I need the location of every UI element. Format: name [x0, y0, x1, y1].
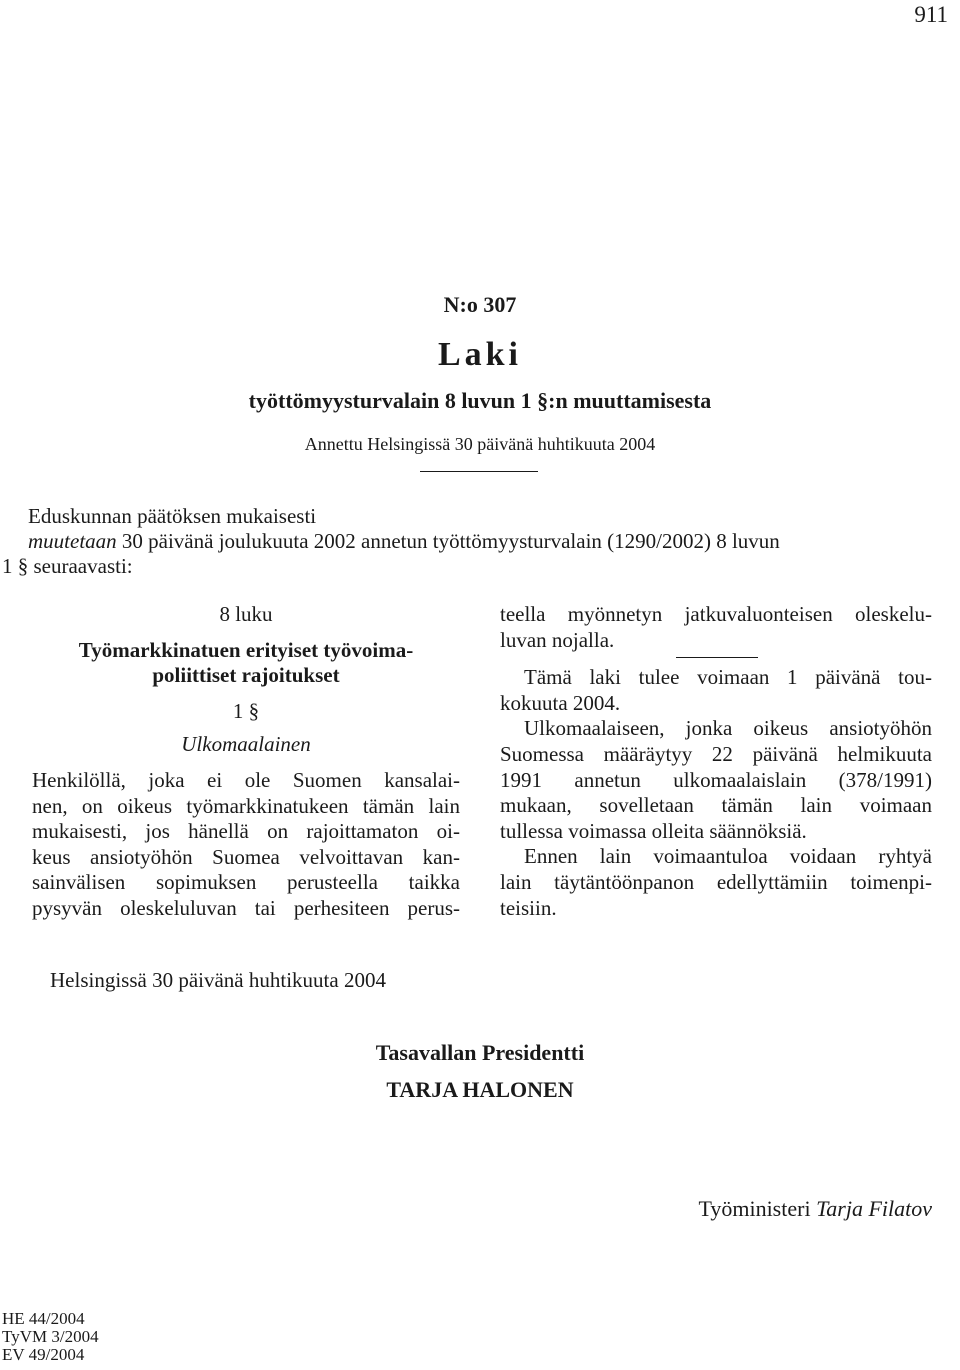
president-title: Tasavallan Presidentti — [375, 1040, 585, 1065]
given-date: Annettu Helsingissä 30 päivänä huhtikuuta 2004 — [304, 434, 656, 454]
minister-title: Työministeri — [698, 1196, 811, 1221]
right-column — [500, 602, 932, 921]
entry-into-force-line: kokuuta 2004. — [500, 690, 621, 715]
chapter-heading: 8 luku — [219, 602, 273, 626]
section-heading: 1 § — [232, 698, 260, 723]
body-line: keus ansiotyöhön Suomea velvoittavan kan- — [32, 844, 460, 869]
preamble-line-2-rest: 30 päivänä joulukuuta 2002 annetun työttömyysturvalain (1290/2002) 8 luvun — [116, 529, 780, 553]
section-title: Ulkomaalainen — [181, 732, 311, 757]
implementation-line: teisiin. — [500, 895, 557, 920]
statute-subject: työttömyysturvalain 8 luvun 1 §:n muuttamisesta — [248, 388, 712, 413]
president-name: TARJA HALONEN — [386, 1077, 574, 1102]
header-divider — [420, 471, 538, 472]
body-line: nen, on oikeus työmarkkinatukeen tämän lain — [32, 793, 460, 818]
reference-item: EV 49/2004 — [2, 1345, 85, 1364]
transitional-line: tullessa voimassa olleita säännöksiä. — [500, 818, 807, 843]
continuation-line: luvan nojalla. — [500, 627, 615, 652]
body-line: mukaisesti, jos hänellä on rajoittamaton oi- — [32, 819, 460, 844]
transitional-line: mukaan, sovelletaan tämän lain voimaan — [500, 793, 932, 818]
body-line: Henkilöllä, joka ei ole Suomen kansalai- — [32, 767, 460, 792]
chapter-title-line-1: Työmarkkinatuen erityiset työvoima- — [78, 637, 414, 662]
minister-signature — [698, 1196, 932, 1222]
transitional-line: 1991 annetun ulkomaalaislain (378/1991) — [500, 767, 932, 792]
body-line: sainvälisen sopimuksen perusteella taikka — [32, 870, 460, 895]
continuation-line: teella myönnetyn jatkuvaluonteisen oleskelu- — [500, 602, 932, 626]
chapter-title-line-2: poliittiset rajoitukset — [152, 663, 340, 688]
transitional-line: Suomessa määräytyy 22 päivänä helmikuuta — [500, 741, 932, 766]
preamble-line-3: 1 § seuraavasti: — [2, 554, 133, 578]
preamble-verb: muutetaan — [28, 529, 117, 553]
reference-item: TyVM 3/2004 — [2, 1327, 99, 1346]
statute-type: Laki — [437, 336, 523, 373]
entry-into-force-line: Tämä laki tulee voimaan 1 päivänä tou- — [524, 665, 932, 690]
implementation-line: lain täytäntöönpanon edellyttämiin toimenpi- — [500, 869, 932, 894]
page-number: 911 — [914, 2, 948, 27]
left-column — [32, 602, 460, 922]
place-and-date: Helsingissä 30 päivänä huhtikuuta 2004 — [50, 968, 386, 992]
preamble-line-1: Eduskunnan päätöksen mukaisesti — [28, 504, 317, 528]
preamble-line-2 — [28, 529, 780, 554]
reference-item: HE 44/2004 — [2, 1309, 85, 1328]
implementation-line: Ennen lain voimaantuloa voidaan ryhtyä — [524, 844, 932, 869]
transitional-line: Ulkomaalaiseen, jonka oikeus ansiotyöhön — [524, 716, 932, 741]
body-line: pysyvän oleskeluluvan tai perhesiteen perus- — [32, 895, 460, 920]
statute-number: N:o 307 — [443, 292, 517, 317]
legislative-references — [2, 1310, 99, 1364]
section-divider — [676, 657, 758, 658]
minister-name: Tarja Filatov — [816, 1196, 932, 1221]
